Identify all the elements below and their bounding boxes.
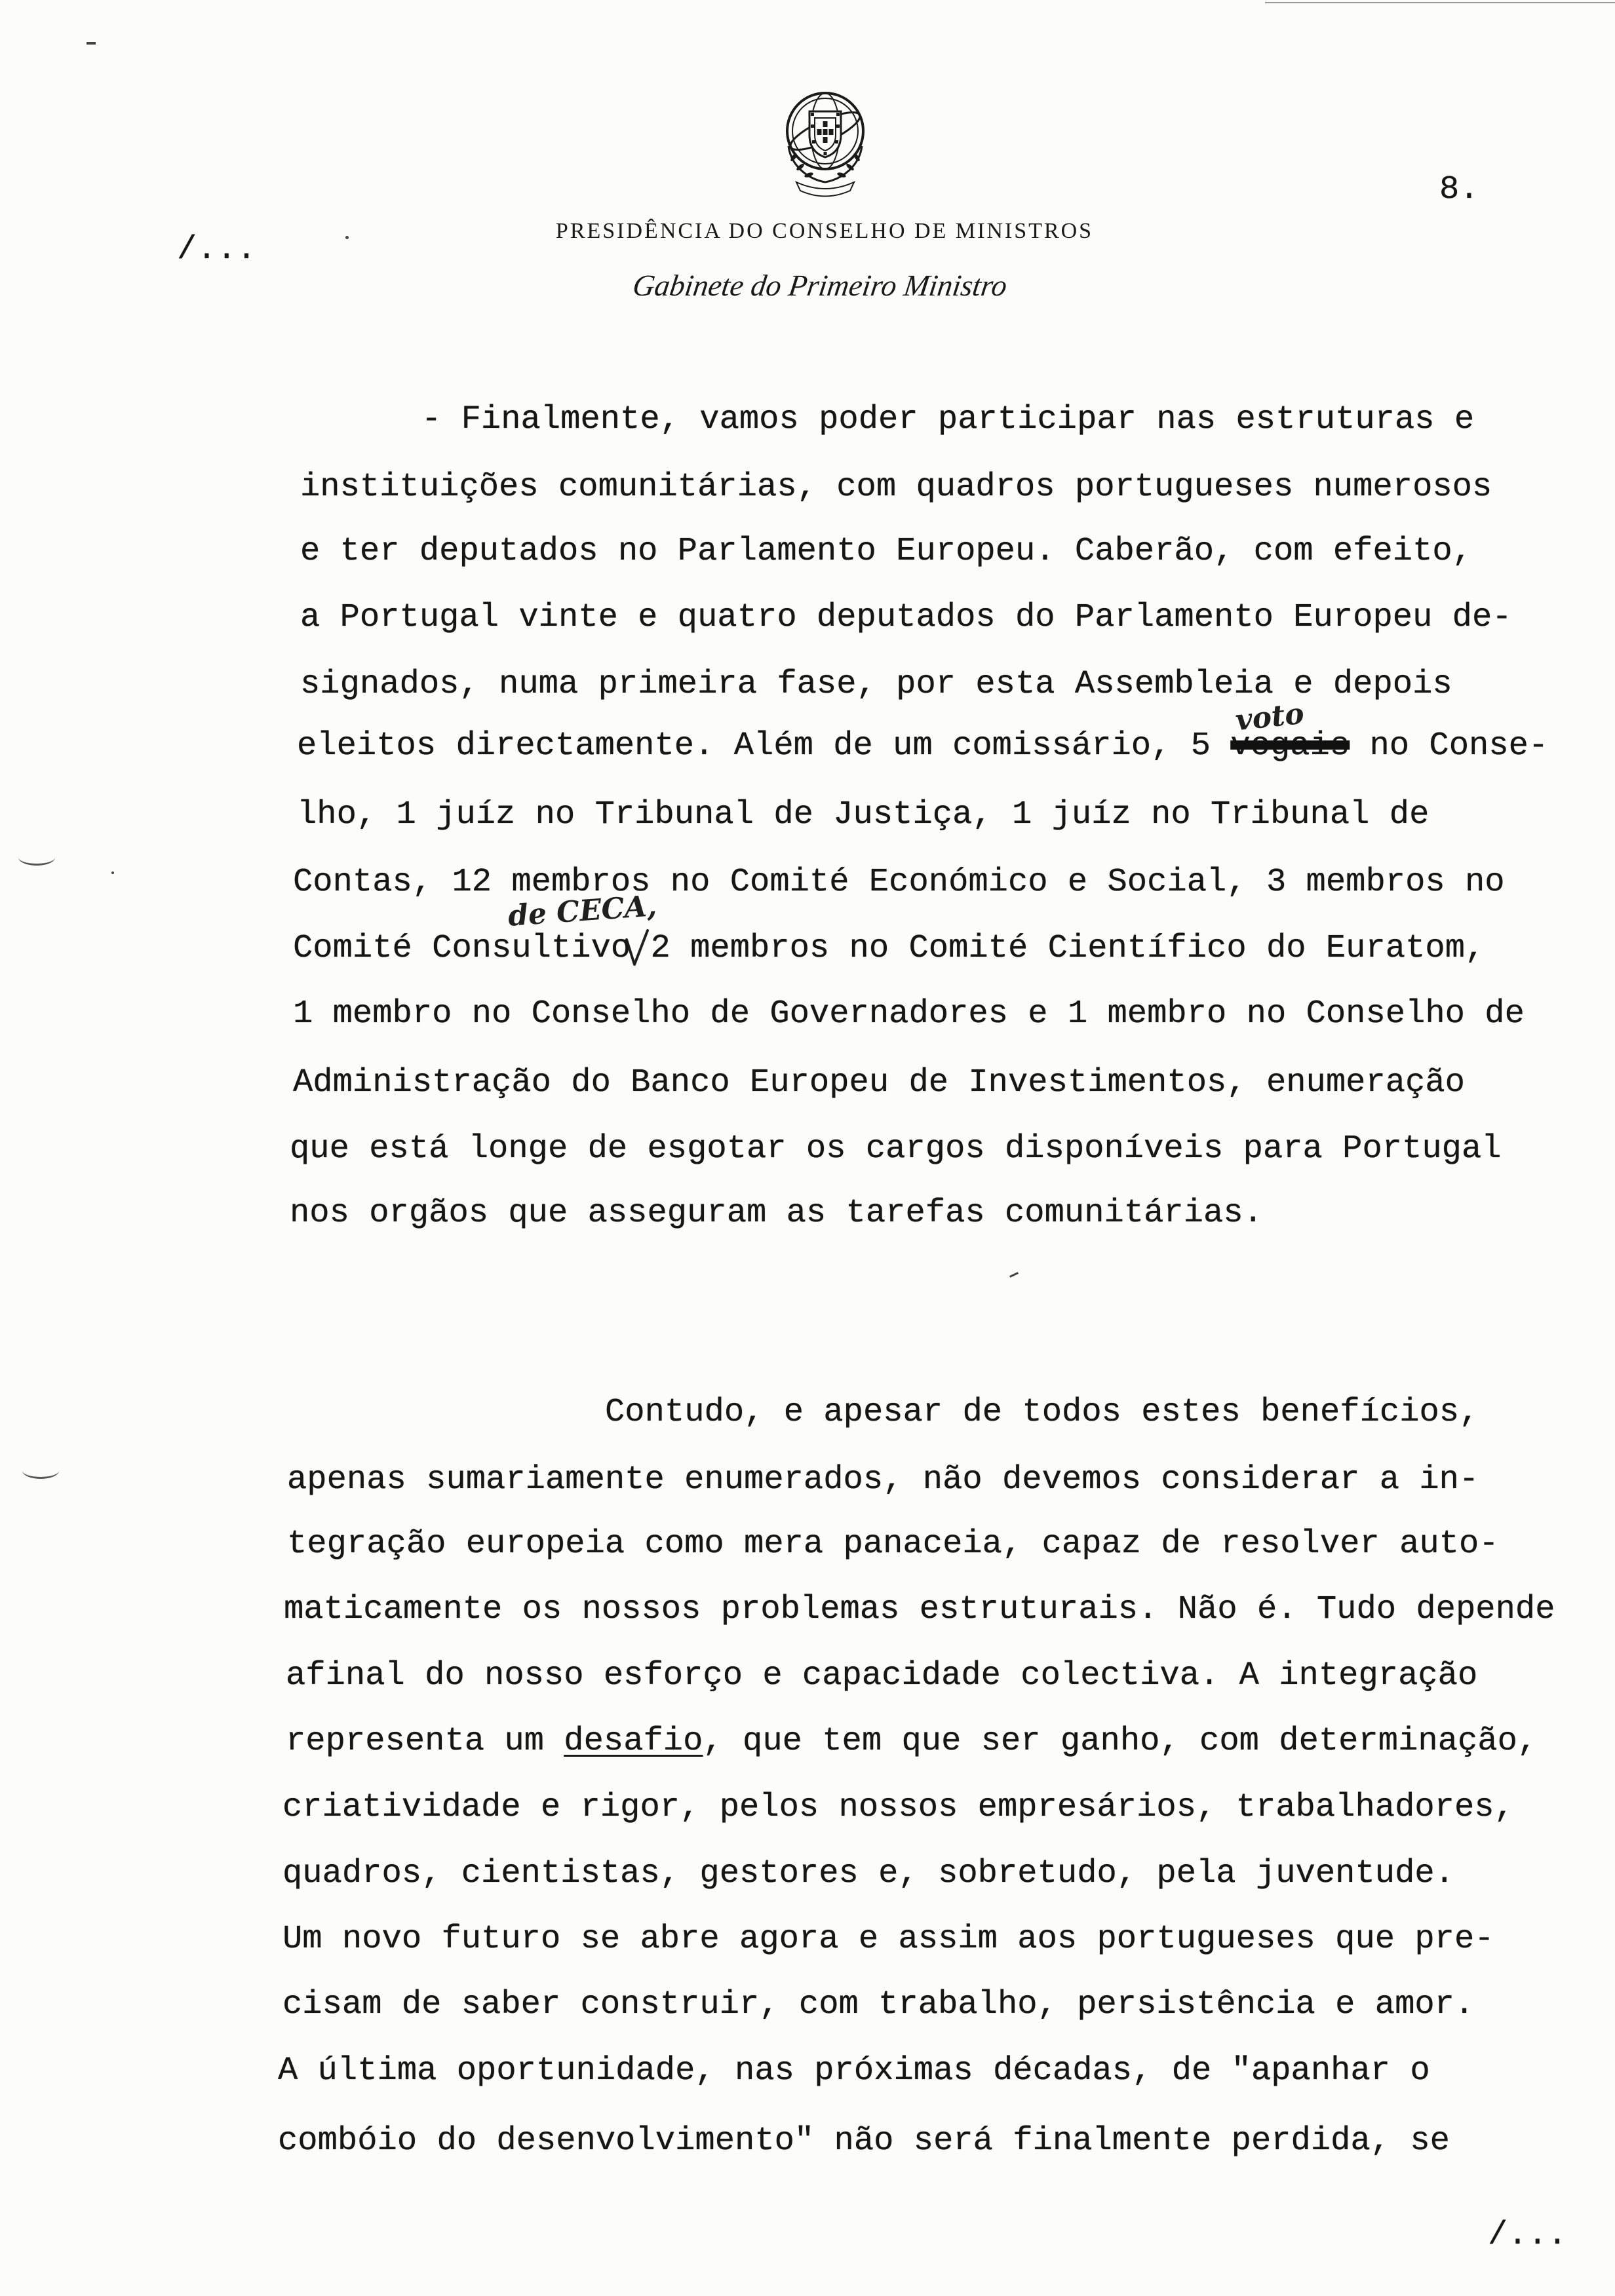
text-line: Administração do Banco Europeu de Investimentos, enumeração <box>293 1064 1465 1101</box>
text-line: combóio do desenvolvimento" não será finalmente perdida, se <box>278 2122 1450 2160</box>
scan-speck <box>1009 1272 1019 1278</box>
coat-of-arms-icon <box>771 84 880 201</box>
text-line: tegração europeia como mera panaceia, capaz de resolver auto- <box>287 1525 1499 1563</box>
continuation-mark-top: /... <box>177 231 257 269</box>
office-name: Gabinete do Primeiro Ministro <box>631 269 1009 302</box>
text-line: instituições comunitárias, com quadros portugueses numerosos <box>300 469 1492 506</box>
text-line: a Portugal vinte e quatro deputados do Parlamento Europeu de- <box>300 599 1512 636</box>
text-line: Contas, 12 membros no Comité Económico e Social, 3 membros no <box>293 864 1505 901</box>
text-line: maticamente os nossos problemas estruturais. Não é. Tudo depende <box>284 1591 1555 1628</box>
handwritten-correction: voto <box>1234 697 1306 738</box>
text-segment: representa um <box>286 1723 564 1760</box>
institution-name: PRESIDÊNCIA DO CONSELHO DE MINISTROS <box>555 219 1094 243</box>
text-segment: Comité Consultivo <box>293 930 631 967</box>
page-number: 8. <box>1439 171 1479 208</box>
continuation-mark-bottom: /... <box>1488 2217 1568 2254</box>
scan-edge-line <box>1265 2 1615 3</box>
struck-word: vogais <box>1230 727 1350 765</box>
text-line: quadros, cientistas, gestores e, sobretudo, pela juventude. <box>282 1855 1454 1892</box>
text-line: Um novo futuro se abre agora e assim aos portugueses que pre- <box>282 1921 1494 1958</box>
scan-edge-mark <box>18 849 55 866</box>
text-line: que está longe de esgotar os cargos disponíveis para Portugal <box>290 1130 1502 1168</box>
text-segment: eleitos directamente. Além de um comissário, 5 <box>297 727 1231 765</box>
text-line: e ter deputados no Parlamento Europeu. Caberão, com efeito, <box>300 533 1472 570</box>
text-segment: no Conse- <box>1350 727 1549 765</box>
text-line <box>297 727 1548 766</box>
text-line: apenas sumariamente enumerados, não devemos considerar a in- <box>287 1461 1479 1499</box>
text-line: nos orgãos que asseguram as tarefas comunitárias. <box>290 1195 1263 1232</box>
text-line: lho, 1 juíz no Tribunal de Justiça, 1 juíz no Tribunal de <box>297 796 1430 833</box>
scan-speck <box>111 871 114 874</box>
scan-speck <box>345 236 349 239</box>
text-line: cisam de saber construir, com trabalho, persistência e amor. <box>282 1986 1475 2023</box>
text-line: - Finalmente, vamos poder participar nas estruturas e <box>421 401 1475 438</box>
underlined-word: desafio <box>564 1723 703 1760</box>
scan-edge-mark <box>22 1463 59 1479</box>
text-line: Contudo, e apesar de todos estes benefícios, <box>605 1394 1479 1431</box>
text-line <box>293 929 1485 968</box>
handwritten-insertion: de CECA, <box>507 889 658 933</box>
text-line: signados, numa primeira fase, por esta Assembleia e depois <box>300 666 1452 703</box>
text-line: criatividade e rigor, pelos nossos empresários, trabalhadores, <box>282 1789 1514 1826</box>
text-line: 1 membro no Conselho de Governadores e 1 membro no Conselho de <box>293 995 1525 1033</box>
text-line <box>286 1722 1537 1761</box>
text-line: A última oportunidade, nas próximas décadas, de "apanhar o <box>278 2052 1430 2090</box>
text-segment: , que tem que ser ganho, com determinação, <box>703 1723 1538 1760</box>
text-segment: 2 membros no Comité Científico do Euratom, <box>631 930 1485 967</box>
text-line: afinal do nosso esforço e capacidade colectiva. A integração <box>286 1657 1478 1694</box>
scan-speck <box>87 42 96 45</box>
